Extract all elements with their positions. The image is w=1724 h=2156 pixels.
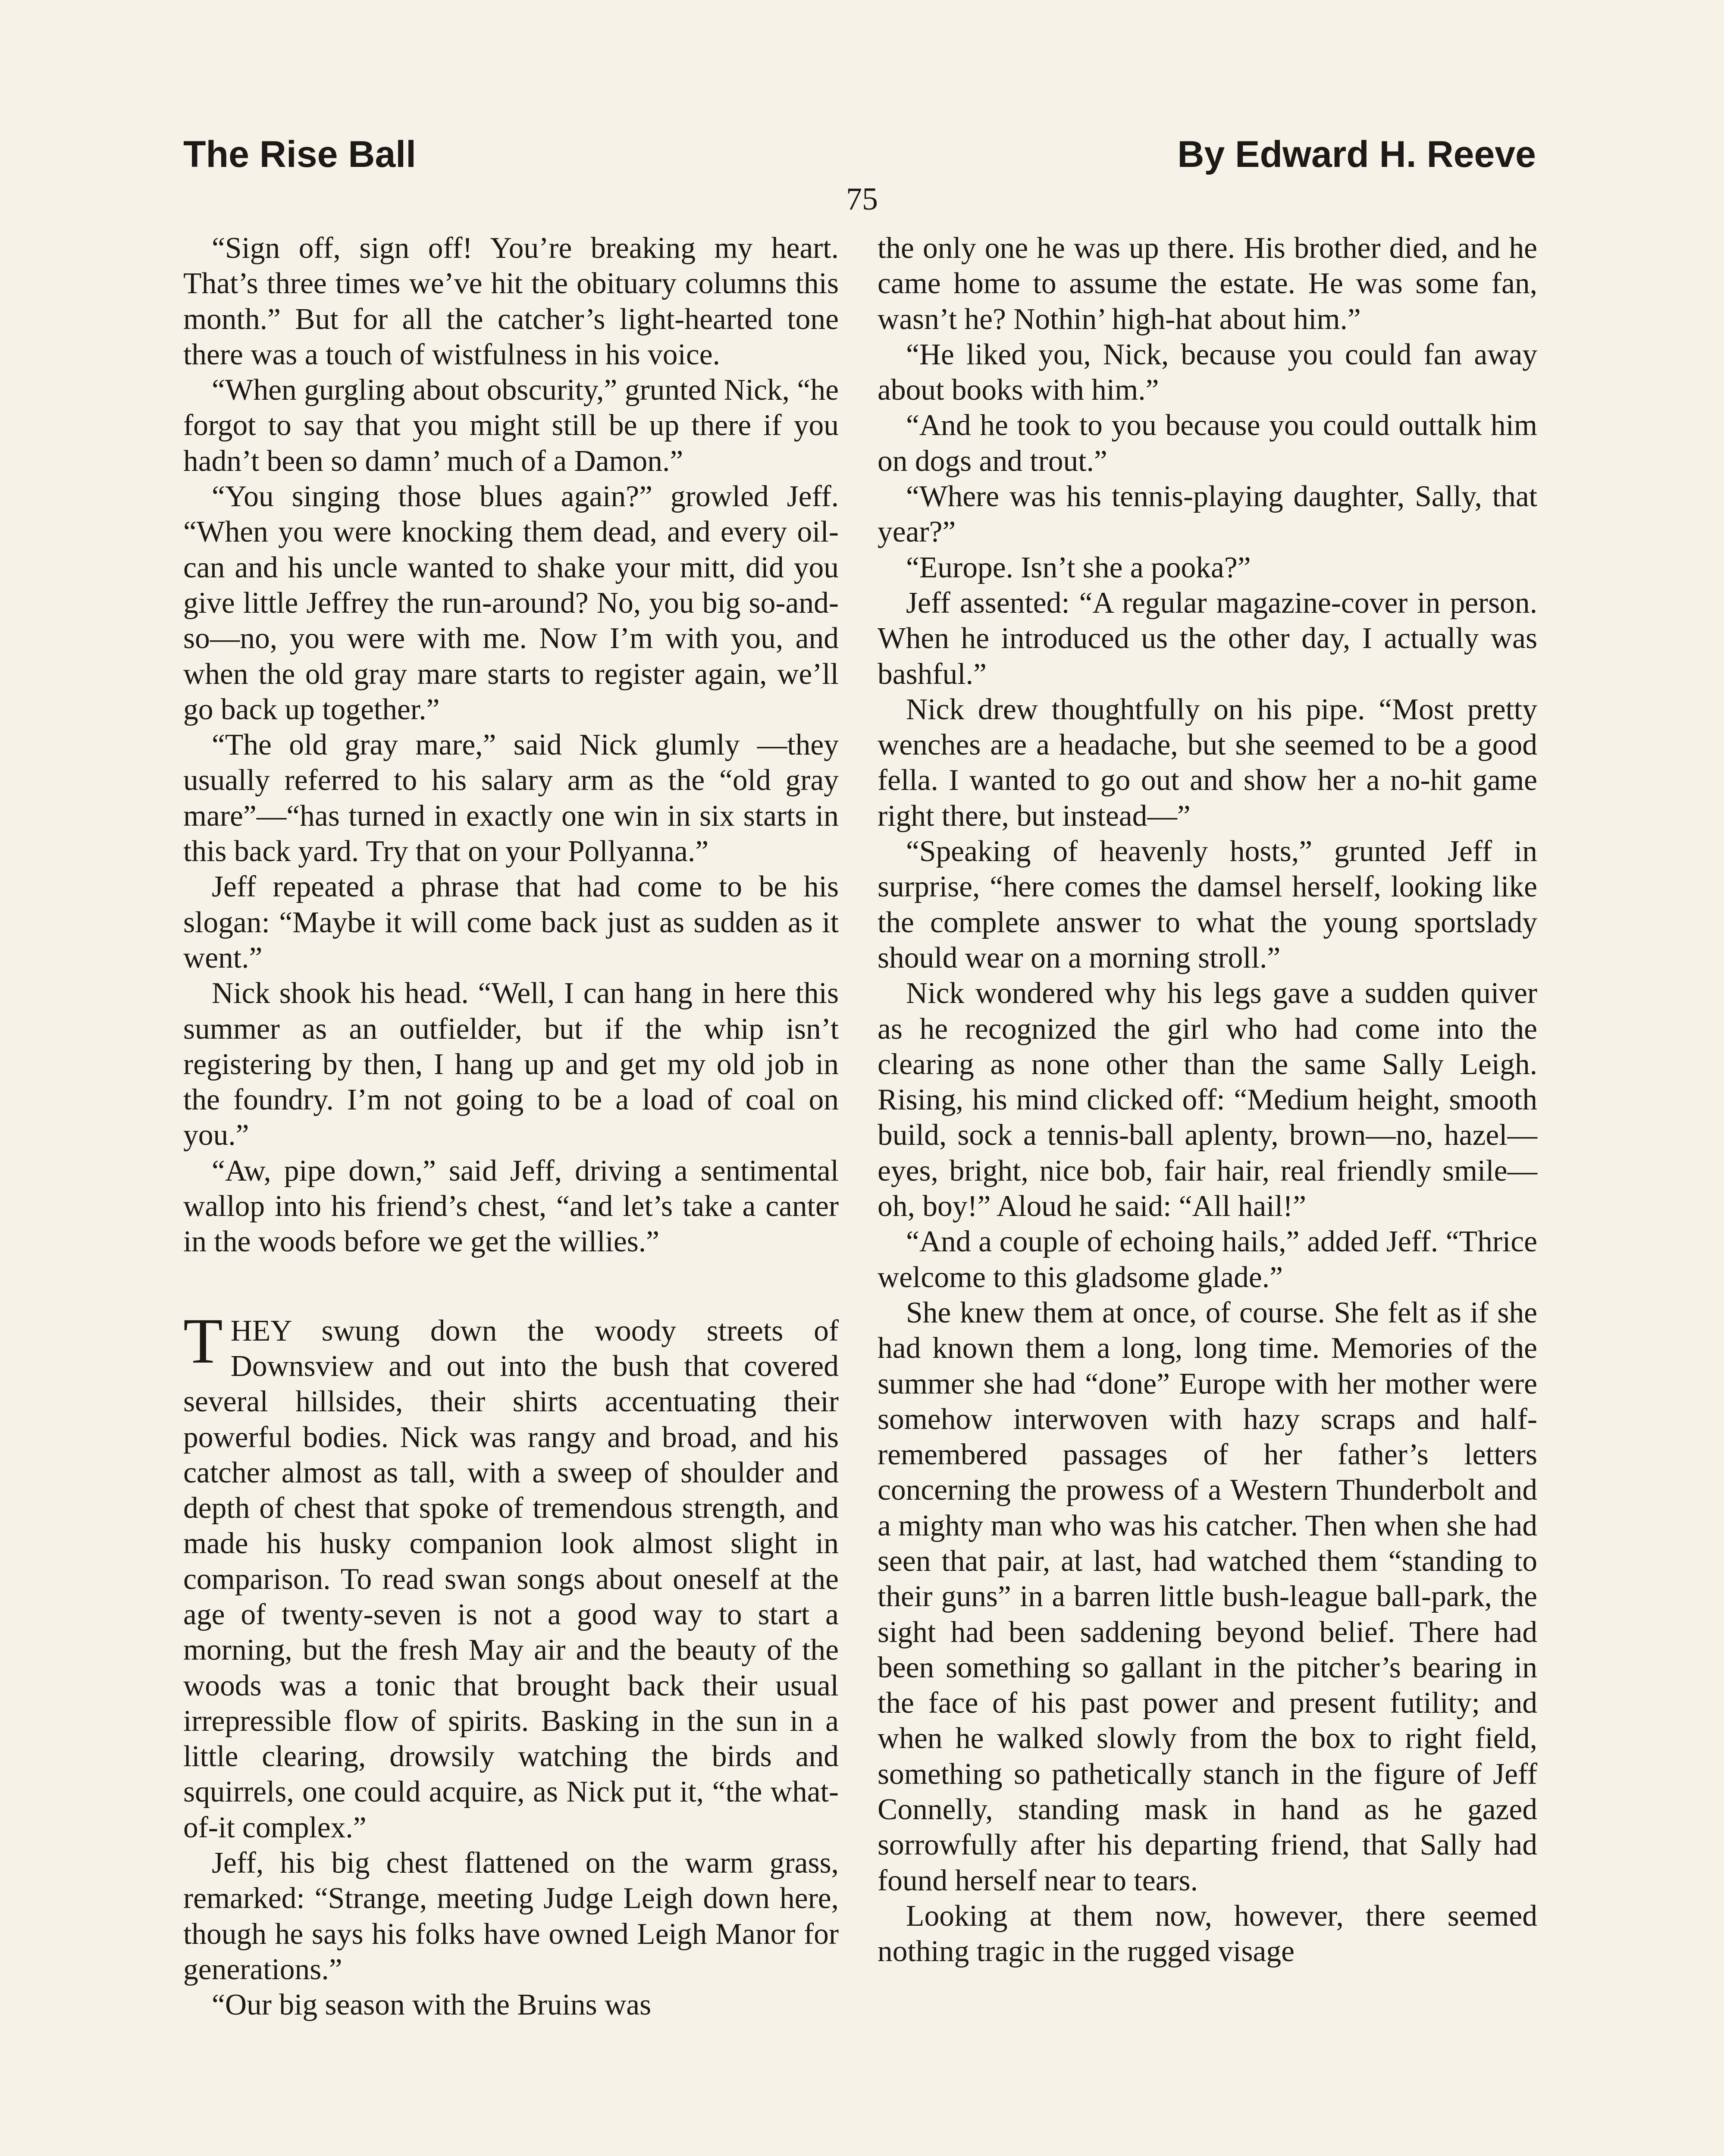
paragraph: “He liked you, Nick, because you could fan away about books with him.”	[878, 338, 1537, 407]
paragraph: “The old gray mare,” said Nick glumly —they usually referred to his salary arm as the “old gray mare”—“has turned in exactly one win in six starts in this back yard. Try that on your Pollyanna.”	[183, 728, 839, 868]
paragraph: Looking at them now, however, there seemed nothing tragic in the rugged visage	[878, 1899, 1537, 1968]
paragraph: Jeff repeated a phrase that had come to be his slogan: “Maybe it will come back just as sudden as it went.”	[183, 870, 839, 975]
paragraph: “Speaking of heavenly hosts,” grunted Jeff in surprise, “here comes the damsel herself, looking like the complete answer to what the young sportslady should wear on a morning stroll.”	[878, 835, 1537, 975]
paragraph: Jeff, his big chest flattened on the warm grass, remarked: “Strange, meeting Judge Leigh down here, though he says his folks have owned Leigh Manor for generations.”	[183, 1846, 839, 1986]
paragraph: “Our big season with the Bruins was	[212, 1988, 652, 2022]
continued-paragraph: the only one he was up there. His brother died, and he came home to assume the estate. He was some fan, wasn’t he? Nothin’ high-hat about him.”	[878, 232, 1537, 336]
left-column	[183, 231, 839, 2023]
section-opening-paragraph	[183, 1305, 839, 1846]
paragraph: She knew them at once, of course. She felt as if she had known them a long, long time. Memories of the summer she had “done” Europe with her mother were somehow interwoven with hazy scraps and half-remembered passages of her father’s letters concerning the prowess of a Western Thunderbolt and a mighty man who was his catcher. Then when she had seen that pair, at last, had watched them “standing to their guns” in a barren little bush-league ball-park, the sight had been saddening beyond belief. There had been something so gallant in the pitcher’s bearing in the face of his past power and present futility; and when he walked slowly from the box to right field, something so pathetically stanch in the figure of Jeff Connelly, standing mask in hand as he gazed sorrowfully after his departing friend, that Sally had found herself near to tears.	[878, 1296, 1537, 1897]
drop-cap: T	[183, 1305, 223, 1377]
right-column	[878, 231, 1537, 1970]
page-number: 75	[846, 182, 878, 217]
paragraph: “And he took to you because you could outtalk him on dogs and trout.”	[878, 409, 1537, 478]
paragraph: “Aw, pipe down,” said Jeff, driving a sentimental wallop into his friend’s chest, “and let’s take a canter in the woods before we get the willies.”	[183, 1154, 839, 1259]
paragraph: “Sign off, sign off! You’re breaking my heart. That’s three times we’ve hit the obituary columns this month.” But for all the catcher’s light-hearted tone there was a touch of wistfulness in his voice.	[183, 232, 839, 371]
paragraph: Nick drew thoughtfully on his pipe. “Most pretty wenches are a headache, but she seemed to be a good fella. I wanted to go out and show her a no-hit game right there, but instead—”	[878, 693, 1537, 833]
paragraph: Nick shook his head. “Well, I can hang in here this summer as an outfielder, but if the whip isn’t registering by then, I hang up and get my old job in the foundry. I’m not going to be a load of coal on you.”	[183, 977, 839, 1152]
paragraph: “You singing those blues again?” growled Jeff. “When you were knocking them dead, and every oil-can and his uncle wanted to shake your mitt, did you give little Jeffrey the run-around? No, you big so-and-so—no, you were with me. Now I’m with you, and when the old gray mare starts to register again, we’ll go back up together.”	[183, 480, 839, 726]
story-author: By Edward H. Reeve	[1177, 134, 1536, 175]
paragraph: Jeff assented: “A regular magazine-cover in person. When he introduced us the other day, I actually was bashful.”	[878, 586, 1537, 691]
drop-cap-paragraph-text: HEY swung down the woody streets of Downsview and out into the bush that covered several hillsides, their shirts accentuating their powerful bodies. Nick was rangy and broad, and his catcher almost as tall, with a sweep of shoulder and depth of chest that spoke of tremendous strength, and made his husky companion look almost slight in comparison. To read swan songs about oneself at the age of twenty-seven is not a good way to start a morning, but the fresh May air and the beauty of the woods was a tonic that brought back their usual irrepressible flow of spirits. Basking in the sun in a little clearing, drowsily watching the birds and squirrels, one could acquire, as Nick put it, “the what-of-it complex.”	[183, 1314, 839, 1844]
paragraph: “And a couple of echoing hails,” added Jeff. “Thrice welcome to this gladsome glade.”	[878, 1225, 1537, 1294]
story-title: The Rise Ball	[183, 134, 417, 175]
paragraph: “Europe. Isn’t she a pooka?”	[906, 551, 1251, 584]
paragraph: “When gurgling about obscurity,” grunted Nick, “he forgot to say that you might still be up there if you hadn’t been so damn’ much of a Damon.”	[183, 373, 839, 478]
paragraph: Nick wondered why his legs gave a sudden quiver as he recognized the girl who had come into the clearing as none other than the same Sally Leigh. Rising, his mind clicked off: “Medium height, smooth build, sock a tennis-ball aplenty, brown—no, hazel—eyes, bright, nice bob, fair hair, real friendly smile—oh, boy!” Aloud he said: “All hail!”	[878, 977, 1537, 1223]
paragraph: “Where was his tennis-playing daughter, Sally, that year?”	[878, 480, 1537, 549]
